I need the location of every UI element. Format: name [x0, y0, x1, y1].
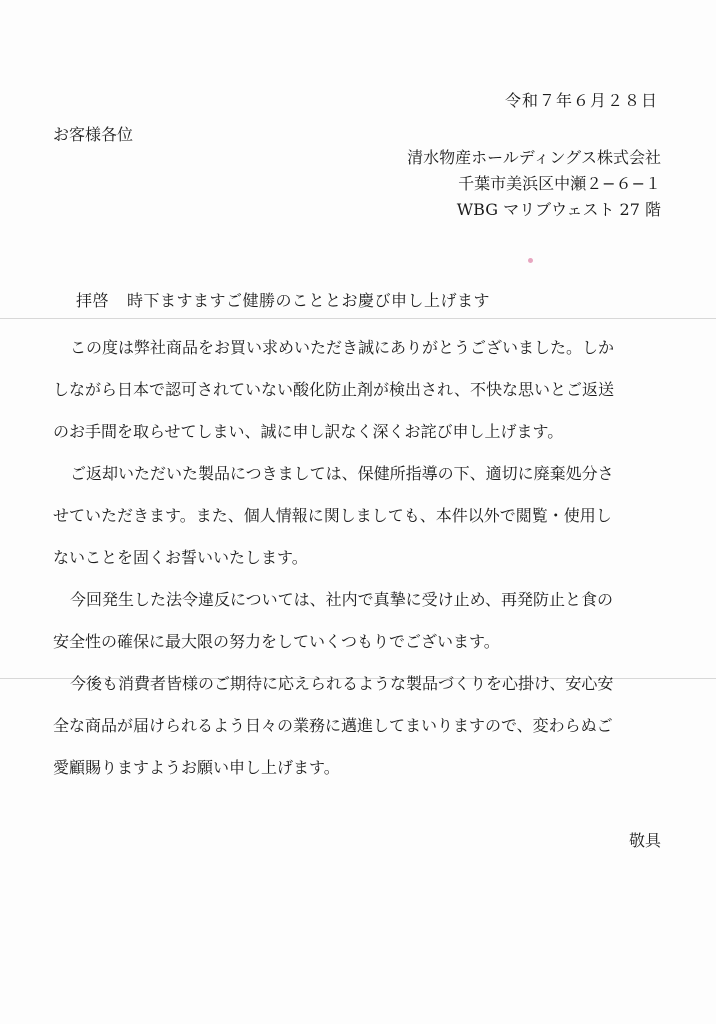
body-line: 愛顧賜りますようお願い申し上げます。	[53, 758, 340, 777]
body-line: ないことを固くお誓いいたします。	[53, 548, 308, 567]
letter-date: 令和７年６月２８日	[504, 91, 658, 110]
letter-body	[53, 327, 663, 789]
sender-building: WBG マリブウェスト 27 階	[456, 200, 661, 219]
body-line: 今回発生した法令違反については、社内で真摯に受け止め、再発防止と食の	[70, 590, 614, 609]
sender-address: 千葉市美浜区中瀬２−６−１	[458, 174, 661, 193]
stray-ink-mark	[528, 258, 533, 263]
salutation: 時下ますますご健勝のこととお慶び申し上げます	[127, 291, 491, 310]
body-line: 全な商品が届けられるよう日々の業務に邁進してまいりますので、変わらぬご	[53, 716, 613, 735]
body-line: せていただきます。また、個人情報に関しましても、本件以外で閲覧・使用し	[53, 506, 612, 525]
sender-block	[407, 145, 661, 223]
body-line: ご返却いただいた製品につきましては、保健所指導の下、適切に廃棄処分さ	[70, 464, 614, 483]
body-line: この度は弊社商品をお買い求めいただき誠にありがとうございました。しか	[70, 338, 615, 357]
greeting-line	[76, 288, 490, 311]
opening-word: 拝啓	[76, 291, 110, 310]
addressee: お客様各位	[53, 125, 134, 144]
scan-line	[0, 318, 716, 319]
body-line: しながら日本で認可されていない酸化防止剤が検出され、不快な思いとご返送	[53, 380, 614, 399]
body-line: 安全性の確保に最大限の努力をしていくつもりでございます。	[53, 632, 500, 651]
sender-company: 清水物産ホールディングス株式会社	[407, 148, 661, 167]
body-line: のお手間を取らせてしまい、誠に申し訳なく深くお詫び申し上げます。	[53, 422, 564, 441]
body-line: 今後も消費者皆様のご期待に応えられるような製品づくりを心掛け、安心安	[70, 674, 614, 693]
closing-word: 敬具	[628, 831, 661, 850]
